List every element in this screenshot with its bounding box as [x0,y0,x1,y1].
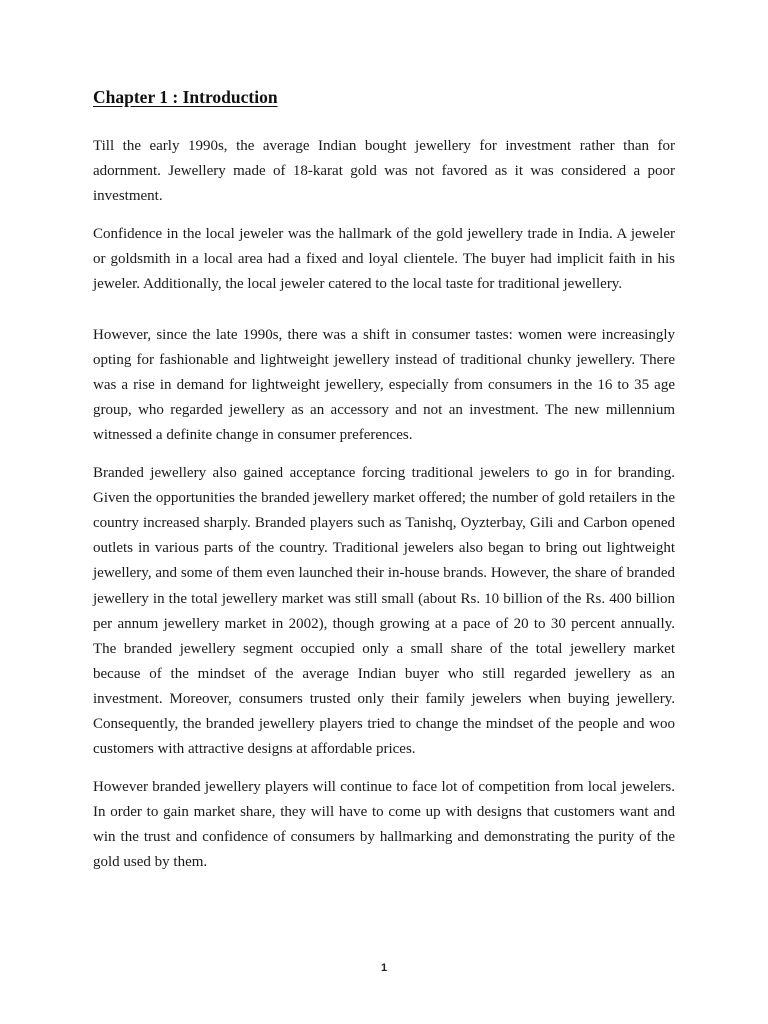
chapter-title: Chapter 1 : Introduction [93,87,278,107]
paragraph-2: Confidence in the local jeweler was the hallmark of the gold jewellery trade in India. A jeweler or goldsmith in a local area had a fixed and loyal clientele. The buyer had implicit faith in his jeweler. Additionally, the local jeweler catered to the local taste for traditional jewellery. [93,226,675,293]
paragraph-1: Till the early 1990s, the average Indian bought jewellery for investment rather than for adornment. Jewellery made of 18-karat gold was not favored as it was considered a poor investment. [93,138,675,205]
paragraph-5: However branded jewellery players will continue to face lot of competition from local jewelers. In order to gain market share, they will have to come up with designs that customers want and win the trust and confidence of consumers by hallmarking and demonstrating the purity of the gold used by them. [93,779,675,871]
paragraph-3: However, since the late 1990s, there was a shift in consumer tastes: women were increasingly opting for fashionable and lightweight jewellery instead of traditional chunky jewellery. There was a rise in demand for lightweight jewellery, especially from consumers in the 16 to 35 age group, who regarded jewellery as an accessory and not an investment. The new millennium witnessed a definite change in consumer preferences. [93,326,675,443]
page-number: 1 [380,962,388,974]
paragraph-4: Branded jewellery also gained acceptance forcing traditional jewelers to go in for branding. Given the opportunities the branded jewellery market offered; the number of gold retailers in the country increased sharply. Branded players such as Tanishq, Oyzterbay, Gili and Carbon opened outlets in various parts of the country. Traditional jewelers also began to bring out lightweight jewellery, and some of them even launched their in-house brands. However, the share of branded jewellery in the total jewellery market was still small (about Rs. 10 billion of the Rs. 400 billion per annum jewellery market in 2002), though growing at a pace of 20 to 30 percent annually. The branded jewellery segment occupied only a small share of the total jewellery market because of the mindset of the average Indian buyer who still regarded jewellery as an investment. Moreover, consumers trusted only their family jewelers when buying jewellery. Consequently, the branded jewellery players tried to change the mindset of the people and woo customers with attractive designs at affordable prices. [93,465,675,758]
page-content [93,84,675,876]
